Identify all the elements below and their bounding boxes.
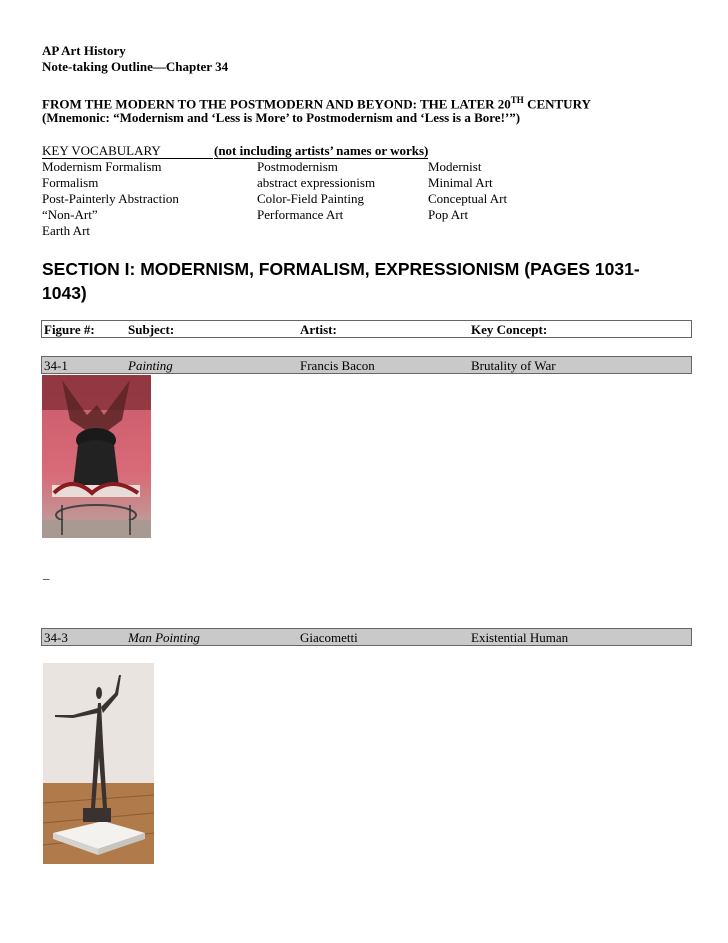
- row-subject: Man Pointing: [128, 630, 200, 645]
- header-figure: Figure #:: [44, 322, 95, 337]
- vocab-term: Formalism: [42, 175, 99, 190]
- header-subject: Subject:: [128, 322, 175, 337]
- course-title: AP Art History: [42, 43, 126, 58]
- vocab-heading: KEY VOCABULARY: [42, 143, 213, 159]
- row-artist: Francis Bacon: [300, 358, 375, 373]
- vocab-term: “Non-Art”: [42, 207, 98, 222]
- row-figure: 34-3: [44, 630, 68, 645]
- vocab-term: Color-Field Painting: [257, 191, 364, 206]
- table-header-row: [41, 320, 692, 338]
- row-artist: Giacometti: [300, 630, 358, 645]
- vocab-term: Minimal Art: [428, 175, 493, 190]
- header-key-concept: Key Concept:: [471, 322, 548, 337]
- vocab-term: Modernism Formalism: [42, 159, 162, 174]
- chapter-title-main: FROM THE MODERN TO THE POSTMODERN AND BEYOND: THE LATER 20: [42, 96, 511, 112]
- vocab-column-1: [42, 159, 179, 239]
- vocab-term: Conceptual Art: [428, 191, 508, 206]
- vocab-column-3: [428, 159, 507, 223]
- vocab-term: Postmodernism: [257, 159, 338, 174]
- vocab-term: abstract expressionism: [257, 175, 376, 190]
- sculpture-image: [43, 663, 154, 864]
- header-artist: Artist:: [300, 322, 337, 337]
- vocab-term: Performance Art: [257, 207, 344, 222]
- table-row: [41, 356, 692, 374]
- vocab-note: (not including artists’ names or works): [214, 143, 429, 158]
- outline-subtitle: Note-taking Outline—Chapter 34: [42, 59, 229, 74]
- vocab-column-2: [257, 159, 375, 223]
- table-row: [41, 628, 692, 646]
- row-concept: Brutality of War: [471, 358, 556, 373]
- vocab-term: Modernist: [428, 159, 482, 174]
- chapter-title-superscript: TH: [510, 95, 524, 105]
- vocab-term: Pop Art: [428, 207, 469, 222]
- row-subject: Painting: [128, 358, 173, 373]
- painting-image: [42, 375, 151, 538]
- vocab-term: Earth Art: [42, 223, 91, 238]
- section-title: SECTION I: MODERNISM, FORMALISM, EXPRESSIONISM (PAGES 1031-1043): [42, 259, 640, 303]
- row-concept: Existential Human: [471, 630, 569, 645]
- row-figure: 34-1: [44, 358, 68, 373]
- chapter-title-end: CENTURY: [523, 96, 591, 112]
- separator-mark: _: [43, 566, 50, 581]
- mnemonic: (Mnemonic: “Modernism and ‘Less is More’ to Postmodernism and ‘Less is a Bore!’”): [42, 110, 521, 125]
- vocab-term: Post-Painterly Abstraction: [42, 191, 179, 206]
